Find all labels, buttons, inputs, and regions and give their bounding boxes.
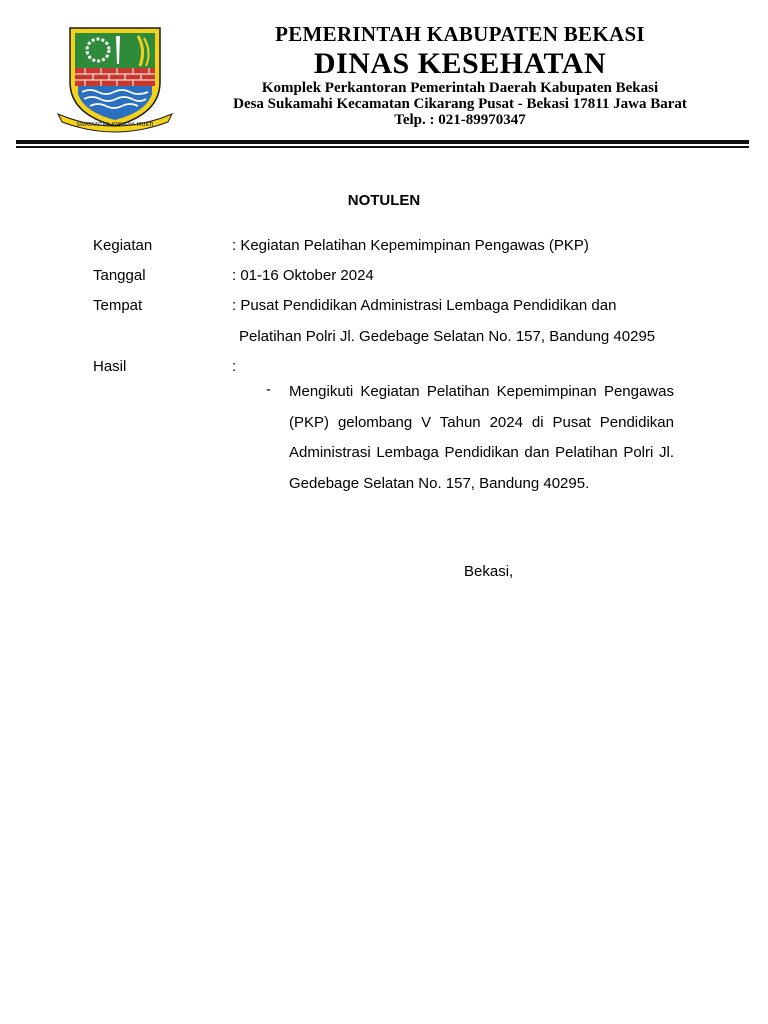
hasil-label: Hasil (93, 358, 127, 375)
result-text: Mengikuti Kegiatan Pelatihan Kepemimpinan Pengawas (PKP) gelombang V Tahun 2024 di Pusat Pendidikan Administrasi Lembaga Pendidikan dan Pelatihan Polri Jl. Gedebage Selatan No. 157, Bandung 40295. (289, 383, 674, 492)
address-line-2: Desa Sukamahi Kecamatan Cikarang Pusat - Bekasi 17811 Jawa Barat (233, 96, 687, 112)
tempat-value-continued: Pelatihan Polri Jl. Gedebage Selatan No. 157, Bandung 40295 (239, 328, 656, 345)
hasil-colon: : (232, 358, 237, 375)
tanggal-label: Tanggal (93, 267, 146, 284)
tempat-label: Tempat (93, 297, 143, 314)
result-bullet: - (266, 381, 271, 398)
phone-number: Telp. : 021-89970347 (394, 112, 526, 128)
department-name: DINAS KESEHATAN (313, 47, 607, 80)
kegiatan-label: Kegiatan (93, 237, 153, 254)
government-name: PEMERINTAH KABUPATEN BEKASI (275, 22, 645, 46)
tempat-value: : Pusat Pendidikan Administrasi Lembaga Pendidikan dan (232, 297, 617, 314)
regency-emblem-logo (56, 22, 174, 134)
letterhead-text (190, 20, 730, 128)
svg-text:SWATANTRA WIBAWA MUKTI: SWATANTRA WIBAWA MUKTI (76, 122, 154, 128)
kegiatan-value: : Kegiatan Pelatihan Kepemimpinan Pengawas (PKP) (232, 237, 589, 254)
address-line-1: Komplek Perkantoran Pemerintah Daerah Kabupaten Bekasi (261, 80, 659, 96)
tanggal-value: : 01-16 Oktober 2024 (232, 267, 374, 284)
document-title: NOTULEN (347, 192, 421, 209)
letterhead-divider-thick (16, 140, 749, 144)
letterhead-divider-thin (16, 146, 749, 148)
letterhead (0, 0, 768, 155)
signature-place: Bekasi, (464, 563, 514, 580)
